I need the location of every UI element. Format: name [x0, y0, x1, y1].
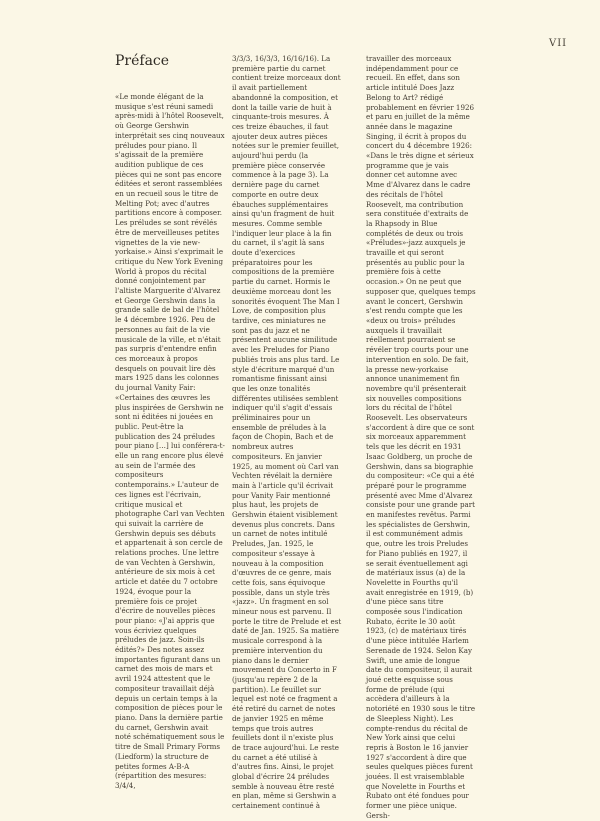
page-number: VII: [549, 38, 568, 49]
text-column-3: [366, 54, 476, 821]
body-text: «Le monde élégant de la musique s'est réuni samedi après-midi à l'hôtel Roosevelt, où George Gershwin interprétait ses cinq nouveaux préludes pour piano. Il s'agissait de la première audition publique de ces pièces qui ne sont pas encore éditées et seront rassemblées en un recueil sous le titre de Melting Pot; avec d'autres partitions encore à composer. Les préludes se sont révélés être de merveilleuses petites vignettes de la vie new-yorkaise.» Ainsi s'exprimait le critique du New York Evening World à propos du récital donné conjointement par l'altiste Marguerite d'Alvarez et George Gershwin dans la grande salle de bal de l'hôtel le 4 décembre 1926. Peu de personnes au fait de la vie musicale de la ville, et n'était pas surpris d'entendre enfin ces morceaux à propos desquels on pouvait lire dès mars 1925 dans les colonnes du journal Vanity Fair: «Certaines des œuvres les plus inspirées de Gershwin ne sont ni éditées ni jouées en public. Peut-être la publication des 24 préludes pour piano […] lui conférera-t-elle un rang encore plus élevé au sein de l'armée des compositeurs contemporains.» L'auteur de ces lignes est l'écrivain, critique musical et photographe Carl van Vechten qui suivait la carrière de Gershwin depuis ses débuts et appartenait à son cercle de relations proches. Une lettre de van Vechten à Gershwin, antérieure de six mois à cet article et datée du 7 octobre 1924, évoque pour la première fois ce projet d'écrire de nouvelles pièces pour piano: «J'ai appris que vous écriviez quelques préludes de jazz. Soin-ils édités?» Des notes assez importantes figurant dans un carnet des mois de mars et avril 1924 attestent que le compositeur travaillait déjà depuis un certain temps à la composition de pièces pour le piano. Dans la dernière partie du carnet, Gershwin avait noté schématiquement sous le titre de Small Primary Forms (Liedform) la structure de petites formes A-B-A (répartition des mesures: 3/4/4,: [115, 92, 225, 790]
page-title: Préface: [115, 53, 170, 69]
body-text: travailler des morceaux indépendamment pour ce recueil. En effet, dans son article intitulé Does Jazz Belong to Art? rédigé probablement en février 1926 et paru en juillet de la même année dans le magazine Singing, il écrit à propos du concert du 4 décembre 1926: «Dans le très digne et sérieux programme que je vais donner cet automne avec Mme d'Alvarez dans le cadre des récitals de l'hôtel Roosevelt, ma contribution sera constituée d'extraits de la Rhapsody in Blue complétés de deux ou trois «Préludes»-jazz auxquels je travaille et qui seront présentés au public pour la première fois à cette occasion.» On ne peut que supposer que, quelques temps avant le concert, Gershwin s'est rendu compte que les «deux ou trois» préludes auxquels il travaillait réellement pourraient se révéler trop courts pour une intervention en solo. De fait, la presse new-yorkaise annonce unanimement fin novembre qu'il présenterait six nouvelles compositions lors du récital de l'hôtel Roosevelt. Les observateurs s'accordent à dire que ce sont six morceaux apparemment tels que les décrit en 1931 Isaac Goldberg, un proche de Gershwin, dans sa biographie du compositeur: «Ce qui a été préparé pour le programme présenté avec Mme d'Alvarez consiste pour une grande part en manifestes revêtus. Parmi les spécialistes de Gershwin, il est communément admis que, outre les trois Preludes for Piano publiés en 1927, il se serait éventuellement agi de matériaux issus (a) de la Novelette in Fourths qu'il avait enregistrée en 1919, (b) d'une pièce sans titre composée sous l'indication Rubato, écrite le 30 août 1923, (c) de matériaux tirés d'une pièce intitulée Harlem Serenade de 1924. Selon Kay Swift, une amie de longue date du compositeur, il aurait joué cette esquisse sous forme de prélude (qui accèdera d'ailleurs à la notoriété en 1930 sous le titre de Sleepless Night). Les compte-rendus du récital de New York ainsi que celui repris à Boston le 16 janvier 1927 s'accordent à dire que seules quelques pièces furent jouées. Il est vraisemblable que Novelette in Fourths et Rubato ont été fondues pour former une pièce unique. Gersh-: [366, 54, 476, 820]
text-column-2: [232, 54, 342, 811]
text-column-1: [115, 92, 225, 791]
body-text: 3/3/3, 16/3/3, 16/16/16). La première partie du carnet contient treize morceaux dont il avait partiellement abandonné la composition, et dont la taille varie de huit à cinquante-trois mesures. À ces treize ébauches, il faut ajouter deux autres pièces notées sur le premier feuillet, aujourd'hui perdu (la première pièce conservée commence à la page 3). La dernière page du carnet comporte en outre deux ébauches supplémentaires ainsi qu'un fragment de huit mesures. Comme semble l'indiquer leur place à la fin du carnet, il s'agit là sans doute d'exercices préparatoires pour les compositions de la première partie du carnet. Hormis le deuxième morceau dont les sonorités évoquent The Man I Love, de composition plus tardive, ces miniatures ne sont pas du jazz et ne présentent aucune similitude avec les Preludes for Piano publiés trois ans plus tard. Le style d'écriture marqué d'un romantisme finissant ainsi que les onze tonalités différentes utilisées semblent indiquer qu'il s'agit d'essais préliminaires pour un ensemble de préludes à la façon de Chopin, Bach et de nombreux autres compositeurs. En janvier 1925, au moment où Carl van Vechten révélait la dernière main à l'article qu'il écrivait pour Vanity Fair mentionné plus haut, les projets de Gershwin étaient visiblement devenus plus concrets. Dans un carnet de notes intitulé Preludes, Jan. 1925, le compositeur s'essaye à nouveau à la composition d'œuvres de ce genre, mais cette fois, sans équivoque possible, dans un style très «jazz». Un fragment en sol mineur nous est parvenu. Il porte le titre de Prelude et est daté de Jan. 1925. Sa matière musicale correspond à la première intervention du piano dans le dernier mouvement du Concerto in F (jusqu'au repère 2 de la partition). Le feuillet sur lequel est noté ce fragment a été retiré du carnet de notes de janvier 1925 en même temps que trois autres feuillets dont il n'existe plus de trace aujourd'hui. Le reste du carnet a été utilisé à d'autres fins. Ainsi, le projet global d'écrire 24 préludes semble à nouveau être resté en plan, même si Gershwin a certainement continué à: [232, 54, 342, 811]
